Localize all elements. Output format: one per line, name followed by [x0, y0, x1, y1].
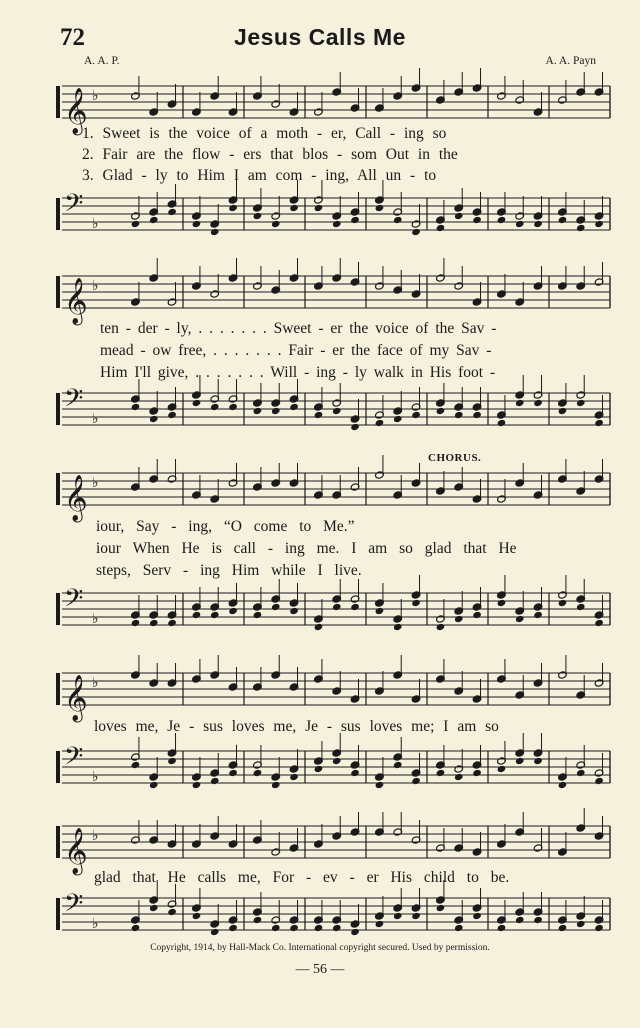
bass-staff	[0, 385, 640, 445]
lyric-line: glad that He calls me, For - ev - er His child to be.	[94, 869, 510, 886]
note-head	[497, 216, 507, 224]
flat-icon: ♭	[92, 769, 99, 785]
note-head	[375, 920, 385, 928]
lyric-line: ten - der - ly, . . . . . . . Sweet - er the voice of the Sav -	[100, 320, 497, 337]
treble-clef-icon: 𝄞	[64, 278, 88, 324]
note-head	[436, 623, 446, 631]
note-head	[576, 769, 586, 777]
note-head	[332, 757, 342, 765]
note-head	[436, 224, 446, 232]
note-head	[253, 916, 263, 924]
note-head	[515, 916, 525, 924]
system-bracket	[56, 673, 60, 705]
note-head	[594, 619, 604, 627]
note-head	[350, 603, 360, 611]
note-head	[192, 781, 202, 789]
note-head	[210, 611, 220, 619]
note-head	[472, 611, 482, 619]
lyric-line: 2. Fair are the flow - ers that blos - som Out in the	[82, 146, 458, 163]
treble-clef-icon: 𝄞	[64, 475, 88, 521]
note-head	[149, 904, 159, 912]
flat-icon: ♭	[92, 611, 99, 627]
note-head	[271, 781, 281, 789]
note-head	[350, 423, 360, 431]
note-head	[271, 603, 281, 611]
note-head	[576, 224, 586, 232]
note-head	[576, 603, 586, 611]
note-head	[594, 220, 604, 228]
note-head	[393, 415, 403, 423]
lyric-line: 3. Glad - ly to Him I am com - ing, All un - to	[82, 167, 437, 184]
flat-icon: ♭	[92, 916, 99, 932]
flat-icon: ♭	[92, 828, 99, 844]
bass-clef-icon: 𝄢	[64, 384, 84, 419]
note-head	[436, 769, 446, 777]
note-head	[210, 403, 220, 411]
note-head	[411, 599, 421, 607]
note-head	[594, 419, 604, 427]
bass-clef-icon: 𝄢	[64, 889, 84, 924]
note-head	[375, 419, 385, 427]
note-head	[167, 619, 177, 627]
lyric-line: iour When He is call - ing me. I am so glad that He	[96, 540, 517, 557]
note-head	[350, 216, 360, 224]
note-head	[149, 216, 159, 224]
bass-staff	[0, 585, 640, 645]
note-head	[314, 765, 324, 773]
note-head	[454, 924, 464, 932]
note-head	[375, 204, 385, 212]
note-head	[314, 411, 324, 419]
lyric-line: 1. Sweet is the voice of a moth - er, Call - ing so	[82, 125, 447, 142]
bass-clef-icon: 𝄢	[64, 189, 84, 224]
lyric-line: steps, Serv - ing Him while I live.	[96, 562, 362, 579]
note-head	[289, 773, 299, 781]
treble-staff	[0, 465, 640, 525]
flat-icon: ♭	[92, 411, 99, 427]
note-head	[472, 216, 482, 224]
treble-clef-icon: 𝄞	[64, 88, 88, 134]
note-head	[411, 411, 421, 419]
note-head	[332, 603, 342, 611]
note-head	[167, 411, 177, 419]
note-head	[515, 220, 525, 228]
note-head	[253, 769, 263, 777]
note-head	[576, 399, 586, 407]
system-bracket	[56, 393, 60, 425]
hymn-number: 72	[60, 24, 85, 51]
note-head	[192, 611, 202, 619]
note-head	[228, 924, 238, 932]
treble-staff	[0, 665, 640, 725]
note-head	[192, 399, 202, 407]
note-head	[454, 615, 464, 623]
lyric-line: loves me, Je - sus loves me, Je - sus loves me; I am so	[94, 718, 499, 735]
words-credit: A. A. P.	[84, 55, 120, 67]
note-head	[289, 204, 299, 212]
note-head	[167, 208, 177, 216]
note-head	[533, 757, 543, 765]
system-bracket	[56, 593, 60, 625]
treble-staff	[0, 268, 640, 328]
chorus-label: CHORUS.	[428, 452, 482, 464]
note-head	[210, 928, 220, 936]
bass-staff	[0, 190, 640, 250]
note-head	[210, 777, 220, 785]
note-head	[436, 407, 446, 415]
bass-staff	[0, 890, 640, 950]
note-head	[497, 924, 507, 932]
flat-icon: ♭	[92, 675, 99, 691]
note-head	[533, 220, 543, 228]
lyric-line: Him I'll give, . . . . . . . Will - ing - ly walk in His foot -	[100, 364, 496, 381]
note-head	[393, 761, 403, 769]
note-head	[314, 924, 324, 932]
note-head	[454, 773, 464, 781]
system-bracket	[56, 898, 60, 930]
note-head	[515, 615, 525, 623]
note-head	[497, 599, 507, 607]
note-head	[515, 399, 525, 407]
note-head	[253, 407, 263, 415]
system-bracket	[56, 198, 60, 230]
note-head	[454, 411, 464, 419]
note-head	[131, 924, 141, 932]
treble-clef-icon: 𝄞	[64, 828, 88, 874]
note-head	[167, 908, 177, 916]
note-head	[393, 623, 403, 631]
note-head	[375, 607, 385, 615]
note-head	[314, 204, 324, 212]
system-bracket	[56, 751, 60, 783]
note-head	[515, 757, 525, 765]
note-head	[253, 212, 263, 220]
note-head	[594, 777, 604, 785]
flat-icon: ♭	[92, 88, 99, 104]
flat-icon: ♭	[92, 278, 99, 294]
note-head	[393, 216, 403, 224]
note-head	[558, 216, 568, 224]
page-number: — 56 —	[295, 962, 345, 977]
note-head	[533, 611, 543, 619]
note-head	[131, 619, 141, 627]
system-bracket	[56, 86, 60, 118]
note-head	[131, 761, 141, 769]
lyric-line: iour, Say - ing, “O come to Me.”	[96, 518, 355, 535]
note-head	[411, 912, 421, 920]
note-head	[271, 407, 281, 415]
system-bracket	[56, 276, 60, 308]
note-head	[411, 777, 421, 785]
note-head	[350, 769, 360, 777]
lyric-line: mead - ow free, . . . . . . . Fair - er the face of my Sav -	[100, 342, 492, 359]
note-head	[497, 419, 507, 427]
note-head	[289, 607, 299, 615]
note-head	[594, 924, 604, 932]
note-head	[289, 924, 299, 932]
note-head	[533, 399, 543, 407]
system-bracket	[56, 473, 60, 505]
note-head	[472, 769, 482, 777]
note-head	[271, 220, 281, 228]
note-head	[210, 228, 220, 236]
note-head	[149, 415, 159, 423]
note-head	[228, 769, 238, 777]
note-head	[375, 781, 385, 789]
note-head	[558, 599, 568, 607]
bass-clef-icon: 𝄢	[64, 584, 84, 619]
note-head	[393, 912, 403, 920]
note-head	[533, 916, 543, 924]
bass-staff	[0, 743, 640, 803]
note-head	[192, 912, 202, 920]
note-head	[472, 912, 482, 920]
note-head	[228, 403, 238, 411]
flat-icon: ♭	[92, 475, 99, 491]
system-bracket	[56, 826, 60, 858]
note-head	[350, 928, 360, 936]
treble-clef-icon: 𝄞	[64, 675, 88, 721]
note-head	[411, 228, 421, 236]
note-head	[131, 403, 141, 411]
note-head	[131, 220, 141, 228]
note-head	[149, 619, 159, 627]
copyright-notice: Copyright, 1914, by Hall-Mack Co. International copyright secured. Used by permission.	[150, 943, 490, 953]
note-head	[332, 924, 342, 932]
hymn-title: Jesus Calls Me	[234, 24, 406, 50]
note-head	[497, 765, 507, 773]
note-head	[228, 204, 238, 212]
note-head	[149, 781, 159, 789]
note-head	[332, 407, 342, 415]
note-head	[289, 403, 299, 411]
note-head	[314, 623, 324, 631]
note-head	[576, 920, 586, 928]
note-head	[436, 904, 446, 912]
flat-icon: ♭	[92, 216, 99, 232]
music-credit: A. A. Payn	[545, 55, 596, 67]
note-head	[253, 611, 263, 619]
note-head	[472, 411, 482, 419]
bass-clef-icon: 𝄢	[64, 742, 84, 777]
note-head	[192, 220, 202, 228]
note-head	[228, 607, 238, 615]
note-head	[454, 212, 464, 220]
note-head	[167, 757, 177, 765]
note-head	[558, 924, 568, 932]
note-head	[332, 220, 342, 228]
note-head	[271, 924, 281, 932]
note-head	[558, 407, 568, 415]
note-head	[558, 781, 568, 789]
